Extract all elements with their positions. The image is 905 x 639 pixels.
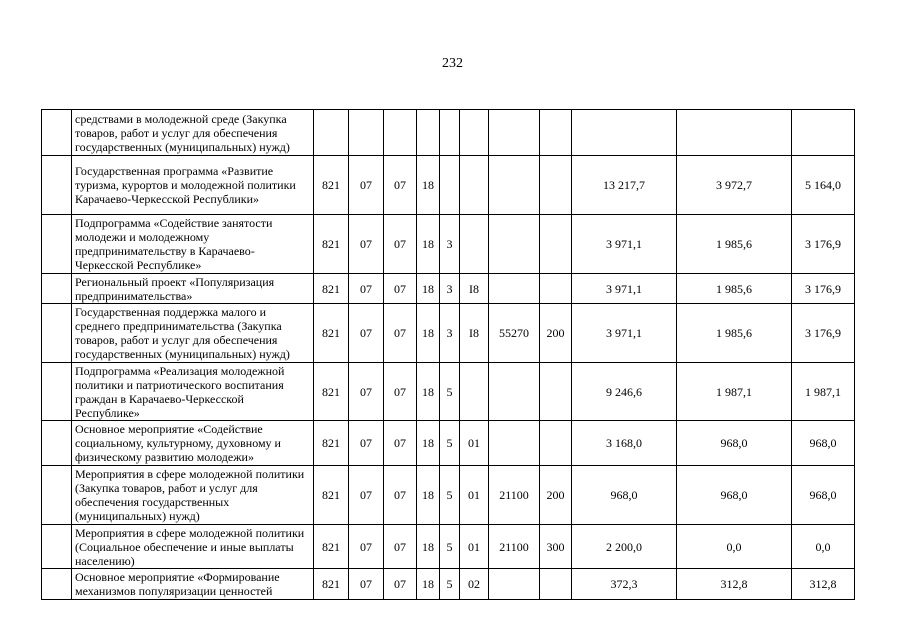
table-row <box>42 466 855 525</box>
row-name-cell: средствами в молодежной среде (Закупка товаров, работ и услуг для обеспечения государственных (муниципальных) нужд) <box>72 110 314 156</box>
row-value-cell: 372,3 <box>572 569 677 600</box>
row-value-cell <box>489 274 540 304</box>
row-value-cell: 07 <box>384 569 417 600</box>
row-value-cell: 968,0 <box>792 421 855 466</box>
row-value-cell: 07 <box>384 525 417 569</box>
row-value-cell: 0,0 <box>792 525 855 569</box>
row-name-cell: Подпрограмма «Содействие занятости молодежи и молодежному предпринимательству в Карачаево-Черкесской Республике» <box>72 215 314 274</box>
row-value-cell: 821 <box>314 466 349 525</box>
row-value-cell: 07 <box>384 466 417 525</box>
row-value-cell: 968,0 <box>792 466 855 525</box>
row-name-cell: Подпрограмма «Реализация молодежной политики и патриотического воспитания граждан в Карачаево-Черкесской Республике» <box>72 363 314 421</box>
row-value-cell: 3 168,0 <box>572 421 677 466</box>
row-value-cell: 13 217,7 <box>572 156 677 215</box>
row-value-cell: 18 <box>417 525 440 569</box>
row-value-cell: 5 <box>440 525 460 569</box>
row-value-cell: 07 <box>349 421 384 466</box>
row-value-cell: 1 985,6 <box>677 215 792 274</box>
table-row <box>42 525 855 569</box>
row-index-cell <box>42 466 72 525</box>
row-value-cell: 18 <box>417 274 440 304</box>
row-value-cell: 18 <box>417 304 440 363</box>
row-value-cell: 1 987,1 <box>792 363 855 421</box>
row-value-cell: 3 176,9 <box>792 274 855 304</box>
row-value-cell: 5 <box>440 569 460 600</box>
row-value-cell: 01 <box>460 525 489 569</box>
row-value-cell: 5 <box>440 421 460 466</box>
row-value-cell: 5 <box>440 363 460 421</box>
row-value-cell: 07 <box>349 525 384 569</box>
row-name-cell: Региональный проект «Популяризация предпринимательства» <box>72 274 314 304</box>
row-name-cell: Основное мероприятие «Формирование механизмов популяризации ценностей <box>72 569 314 600</box>
table-row <box>42 304 855 363</box>
table-row <box>42 421 855 466</box>
row-value-cell <box>540 215 572 274</box>
row-value-cell: 55270 <box>489 304 540 363</box>
row-value-cell: 1 985,6 <box>677 274 792 304</box>
row-value-cell: 02 <box>460 569 489 600</box>
row-value-cell <box>540 156 572 215</box>
row-value-cell <box>677 110 792 156</box>
row-value-cell: 0,0 <box>677 525 792 569</box>
row-index-cell <box>42 304 72 363</box>
page-number: 232 <box>442 56 463 71</box>
row-name-cell: Мероприятия в сфере молодежной политики (Социальное обеспечение и иные выплаты населению) <box>72 525 314 569</box>
row-value-cell: 200 <box>540 466 572 525</box>
row-name-cell: Основное мероприятие «Содействие социальному, культурному, духовному и физическому развитию молодежи» <box>72 421 314 466</box>
row-value-cell: 07 <box>349 156 384 215</box>
row-index-cell <box>42 215 72 274</box>
row-value-cell: 3 176,9 <box>792 304 855 363</box>
row-value-cell: 07 <box>384 363 417 421</box>
row-value-cell: 18 <box>417 156 440 215</box>
row-value-cell <box>540 274 572 304</box>
row-value-cell: 821 <box>314 274 349 304</box>
row-index-cell <box>42 363 72 421</box>
row-value-cell <box>460 156 489 215</box>
row-value-cell: 07 <box>349 274 384 304</box>
row-value-cell: 18 <box>417 215 440 274</box>
row-value-cell: 3 <box>440 274 460 304</box>
row-value-cell: 18 <box>417 363 440 421</box>
row-value-cell: 968,0 <box>677 421 792 466</box>
row-value-cell: 07 <box>384 215 417 274</box>
row-value-cell: 3 971,1 <box>572 215 677 274</box>
row-index-cell <box>42 274 72 304</box>
table-row <box>42 569 855 600</box>
row-value-cell <box>384 110 417 156</box>
row-index-cell <box>42 525 72 569</box>
row-value-cell: 821 <box>314 525 349 569</box>
row-index-cell <box>42 110 72 156</box>
row-value-cell: 1 985,6 <box>677 304 792 363</box>
row-value-cell: 01 <box>460 421 489 466</box>
row-value-cell <box>540 110 572 156</box>
budget-table <box>41 109 855 600</box>
row-value-cell: 01 <box>460 466 489 525</box>
row-value-cell: 2 200,0 <box>572 525 677 569</box>
row-value-cell <box>440 156 460 215</box>
row-value-cell: I8 <box>460 304 489 363</box>
row-index-cell <box>42 421 72 466</box>
row-value-cell: 07 <box>384 304 417 363</box>
row-value-cell <box>489 421 540 466</box>
row-value-cell: 07 <box>349 569 384 600</box>
row-value-cell: 5 <box>440 466 460 525</box>
row-value-cell: 200 <box>540 304 572 363</box>
table-body <box>42 110 855 600</box>
row-value-cell: 821 <box>314 421 349 466</box>
row-value-cell: 3 972,7 <box>677 156 792 215</box>
row-value-cell: 3 971,1 <box>572 304 677 363</box>
row-value-cell: 3 176,9 <box>792 215 855 274</box>
row-name-cell: Государственная поддержка малого и среднего предпринимательства (Закупка товаров, работ и услуг для обеспечения государственных (муниципальных) нужд) <box>72 304 314 363</box>
row-value-cell <box>314 110 349 156</box>
row-value-cell: 18 <box>417 569 440 600</box>
row-value-cell: 07 <box>349 215 384 274</box>
row-index-cell <box>42 156 72 215</box>
row-value-cell: 07 <box>384 421 417 466</box>
row-value-cell: I8 <box>460 274 489 304</box>
row-value-cell <box>540 421 572 466</box>
row-value-cell: 821 <box>314 363 349 421</box>
row-name-cell: Государственная программа «Развитие туризма, курортов и молодежной политики Карачаево-Черкесской Республики» <box>72 156 314 215</box>
row-value-cell <box>349 110 384 156</box>
row-value-cell <box>489 363 540 421</box>
row-value-cell <box>440 110 460 156</box>
row-value-cell <box>460 110 489 156</box>
row-value-cell: 5 164,0 <box>792 156 855 215</box>
table-row <box>42 110 855 156</box>
row-value-cell: 312,8 <box>792 569 855 600</box>
table-row <box>42 363 855 421</box>
row-value-cell <box>460 215 489 274</box>
row-value-cell <box>540 363 572 421</box>
row-value-cell: 21100 <box>489 525 540 569</box>
row-value-cell <box>489 215 540 274</box>
row-value-cell <box>540 569 572 600</box>
row-value-cell: 968,0 <box>677 466 792 525</box>
row-value-cell: 07 <box>349 466 384 525</box>
row-value-cell: 3 <box>440 215 460 274</box>
row-value-cell: 821 <box>314 215 349 274</box>
row-value-cell: 3 <box>440 304 460 363</box>
row-value-cell <box>572 110 677 156</box>
row-value-cell: 18 <box>417 421 440 466</box>
row-value-cell: 3 971,1 <box>572 274 677 304</box>
row-value-cell: 821 <box>314 569 349 600</box>
row-value-cell <box>417 110 440 156</box>
table-row <box>42 274 855 304</box>
row-value-cell: 821 <box>314 156 349 215</box>
row-value-cell: 9 246,6 <box>572 363 677 421</box>
row-value-cell: 07 <box>349 363 384 421</box>
row-value-cell: 18 <box>417 466 440 525</box>
table-row <box>42 215 855 274</box>
table-row <box>42 156 855 215</box>
row-value-cell <box>489 569 540 600</box>
row-value-cell: 1 987,1 <box>677 363 792 421</box>
row-value-cell <box>489 110 540 156</box>
row-value-cell <box>489 156 540 215</box>
row-value-cell <box>460 363 489 421</box>
row-value-cell: 300 <box>540 525 572 569</box>
row-value-cell: 07 <box>384 274 417 304</box>
row-value-cell: 07 <box>349 304 384 363</box>
row-value-cell: 07 <box>384 156 417 215</box>
row-value-cell: 821 <box>314 304 349 363</box>
row-value-cell <box>792 110 855 156</box>
row-name-cell: Мероприятия в сфере молодежной политики (Закупка товаров, работ и услуг для обеспечения государственных (муниципальных) нужд) <box>72 466 314 525</box>
row-value-cell: 312,8 <box>677 569 792 600</box>
row-value-cell: 968,0 <box>572 466 677 525</box>
row-index-cell <box>42 569 72 600</box>
row-value-cell: 21100 <box>489 466 540 525</box>
